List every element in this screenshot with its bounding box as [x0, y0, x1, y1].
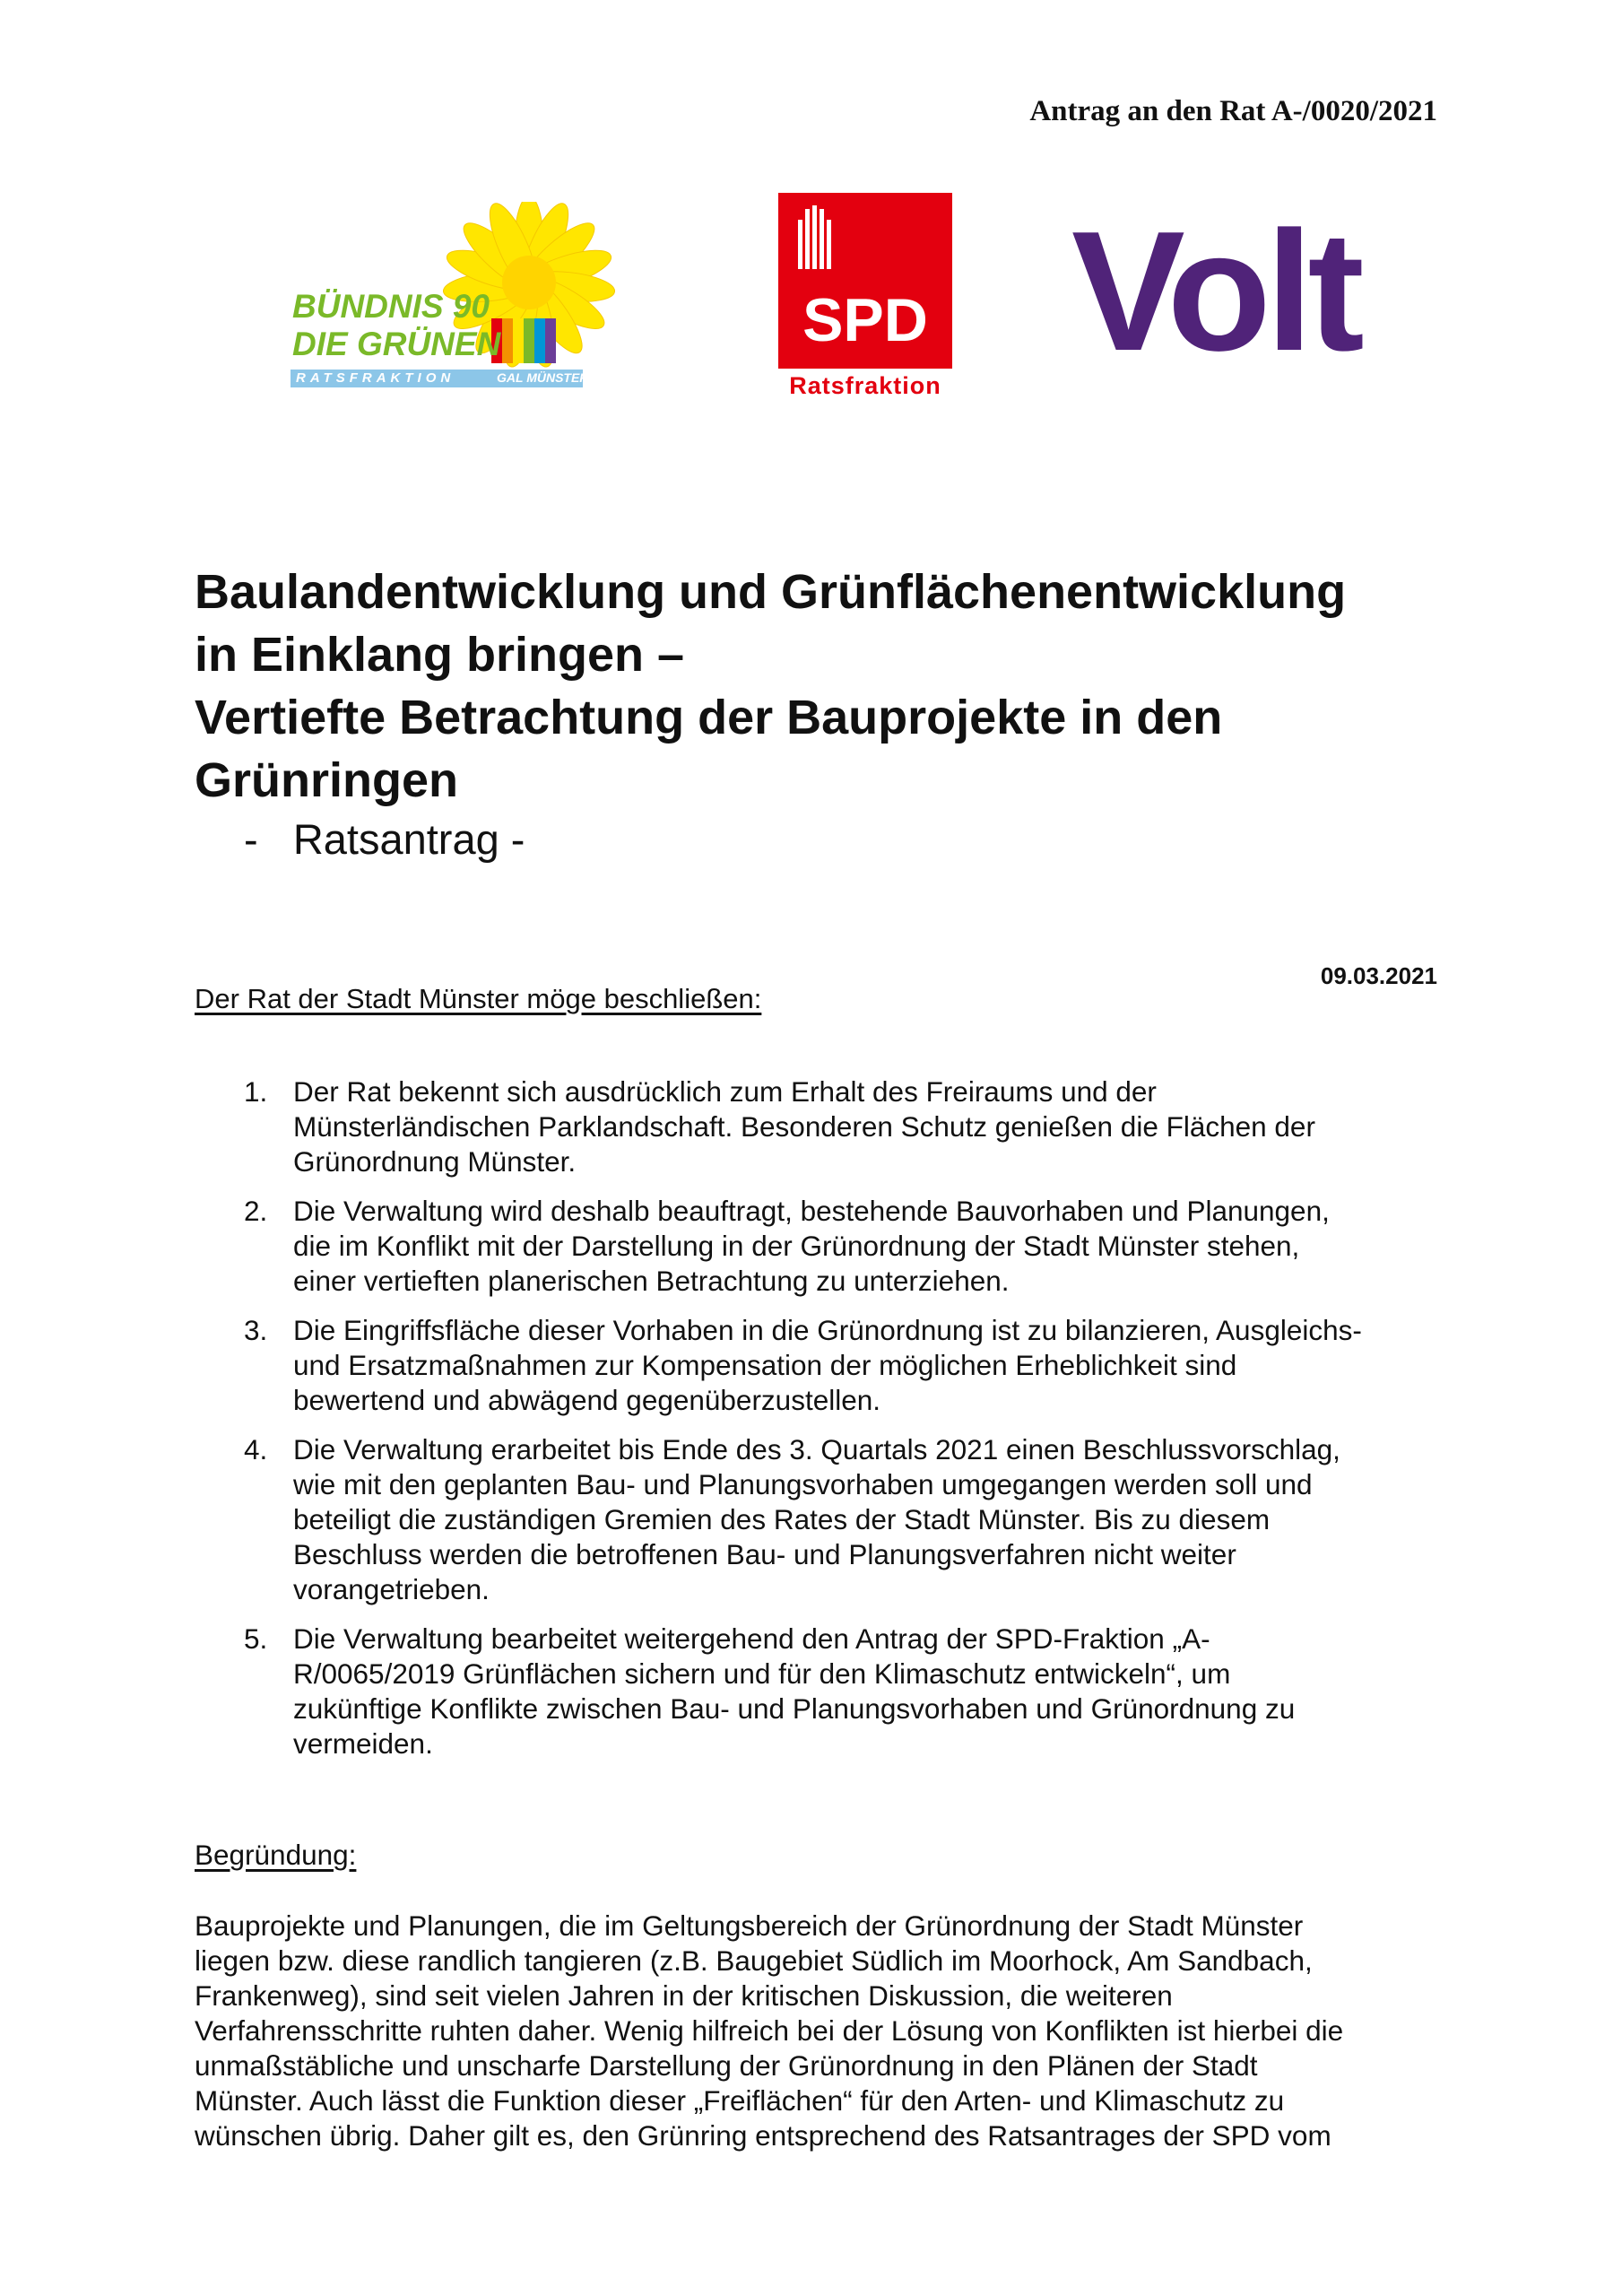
paragraph-line: Frankenweg), sind seit vielen Jahren in der kritischen Diskussion, die weiteren	[195, 1979, 1173, 2012]
list-item-line: einer vertieften planerischen Betrachtung zu unterziehen.	[293, 1265, 1010, 1297]
spd-logo	[778, 193, 952, 397]
list-item-line: beteiligt die zuständigen Gremien des Rates der Stadt Münster. Bis zu diesem	[293, 1503, 1271, 1535]
list-item	[195, 1622, 1441, 1761]
intro-line: Der Rat der Stadt Münster möge beschließen:	[195, 983, 762, 1014]
list-item-line: bewertend und abwägend gegenüberzustellen.	[293, 1384, 881, 1416]
title-line: Baulandentwicklung und Grünflächenentwicklung	[195, 565, 1347, 619]
building-icon	[778, 193, 952, 283]
title-line: Grünringen	[195, 753, 458, 807]
list-item-line: Beschluss werden die betroffenen Bau- und Planungsverfahren nicht weiter	[293, 1538, 1236, 1570]
paragraph-line: Verfahrensschritte ruhten daher. Wenig hilfreich bei der Lösung von Konflikten ist hierbei die	[195, 2014, 1344, 2047]
gruene-line2: DIE GRÜNEN	[292, 326, 501, 362]
title-line: in Einklang bringen –	[195, 628, 685, 682]
begruendung-heading: Begründung:	[195, 1839, 357, 1871]
list-item	[195, 1432, 1441, 1607]
list-item-line: R/0065/2019 Grünflächen sichern und für den Klimaschutz entwickeln“, um	[293, 1657, 1231, 1690]
paragraph-line: unmaßstäbliche und unscharfe Darstellung der Grünordnung in den Plänen der Stadt	[195, 2049, 1258, 2082]
gruene-strip-sub: GAL MÜNSTER	[497, 370, 589, 385]
list-item-line: die im Konflikt mit der Darstellung in der Grünordnung der Stadt Münster stehen,	[293, 1230, 1300, 1262]
list-item-line: Grünordnung Münster.	[293, 1145, 577, 1178]
gruene-logo	[287, 202, 619, 395]
list-number: 1.	[244, 1075, 268, 1108]
list-number: 3.	[244, 1314, 268, 1346]
list-item-line: Die Verwaltung wird deshalb beauftragt, bestehende Bauvorhaben und Planungen,	[293, 1195, 1330, 1227]
list-item-line: Der Rat bekennt sich ausdrücklich zum Erhalt des Freiraums und der	[293, 1075, 1157, 1108]
paragraph-line: Bauprojekte und Planungen, die im Geltungsbereich der Grünordnung der Stadt Münster	[195, 1909, 1304, 1942]
title-line: Vertiefte Betrachtung der Bauprojekte in den	[195, 691, 1223, 744]
paragraph-line: liegen bzw. diese randlich tangieren (z.B. Baugebiet Südlich im Moorhock, Am Sandbach,	[195, 1944, 1313, 1977]
paragraph-line: Münster. Auch lässt die Funktion dieser „Freiflächen“ für den Arten- und Klimaschutz zu	[195, 2084, 1285, 2117]
gruene-line1: BÜNDNIS 90	[292, 288, 490, 325]
list-item-line: Münsterländischen Parklandschaft. Besonderen Schutz genießen die Flächen der	[293, 1110, 1315, 1143]
list-item	[195, 1074, 1441, 1179]
gruene-strip	[291, 370, 589, 387]
list-item-line: Die Verwaltung erarbeitet bis Ende des 3. Quartals 2021 einen Beschlussvorschlag,	[293, 1433, 1340, 1465]
list-item-line: vorangetrieben.	[293, 1573, 490, 1605]
subtitle: - Ratsantrag -	[244, 815, 525, 863]
list-item-line: Die Eingriffsfläche dieser Vorhaben in die Grünordnung ist zu bilanzieren, Ausgleichs-	[293, 1314, 1362, 1346]
page-title	[195, 561, 1450, 812]
list-item	[195, 1194, 1441, 1299]
volt-logo: Volt	[1071, 196, 1359, 387]
antrag-number: Antrag an den Rat A-/0020/2021	[1029, 95, 1437, 127]
paragraph-line: wünschen übrig. Daher gilt es, den Grünring entsprechend des Ratsantrages der SPD vom	[195, 2119, 1331, 2152]
spd-box	[778, 193, 952, 369]
spd-sub: Ratsfraktion	[789, 372, 941, 399]
date: 09.03.2021	[1320, 962, 1437, 989]
begruendung-text	[195, 1909, 1468, 2153]
list-item	[195, 1313, 1441, 1418]
list-number: 4.	[244, 1433, 268, 1465]
list-item-line: und Ersatzmaßnahmen zur Kompensation der möglichen Erheblichkeit sind	[293, 1349, 1237, 1381]
gruene-strip-label: RATSFRAKTION	[296, 370, 455, 386]
list-item-line: wie mit den geplanten Bau- und Planungsvorhaben umgegangen werden soll und	[293, 1468, 1313, 1500]
list-item-line: vermeiden.	[293, 1727, 433, 1760]
list-number: 5.	[244, 1622, 268, 1655]
spd-word: SPD	[802, 286, 928, 354]
list-number: 2.	[244, 1195, 268, 1227]
list-item-line: Die Verwaltung bearbeitet weitergehend den Antrag der SPD-Fraktion „A-	[293, 1622, 1210, 1655]
resolution-list	[195, 1074, 1441, 1776]
list-item-line: zukünftige Konflikte zwischen Bau- und Planungsvorhaben und Grünordnung zu	[293, 1692, 1296, 1725]
